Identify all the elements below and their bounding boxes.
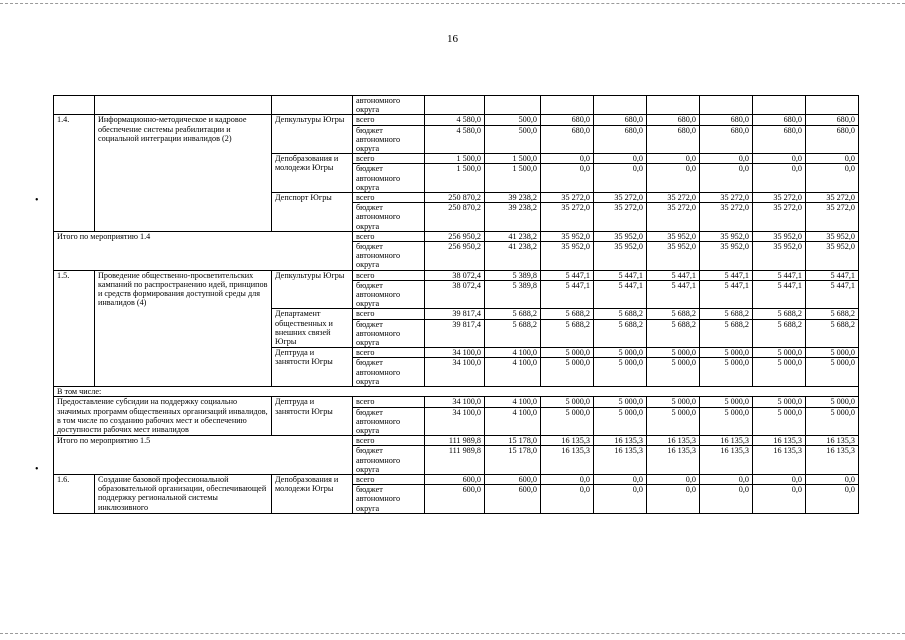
- amount-cell: 4 100,0: [485, 348, 541, 358]
- amount-cell: 0,0: [806, 474, 859, 484]
- executor-cell: Депкультуры Югры: [272, 270, 353, 309]
- total-label: Итого по мероприятию 1.4: [54, 231, 353, 270]
- amount-cell: 16 135,3: [700, 436, 753, 446]
- amount-cell: 16 135,3: [541, 446, 594, 475]
- table-row: [54, 397, 859, 407]
- amount-cell: 38 072,4: [425, 270, 485, 280]
- amount-cell: 680,0: [647, 125, 700, 154]
- amount-cell: 5 000,0: [594, 348, 647, 358]
- amount-cell: 5 447,1: [753, 270, 806, 280]
- amount-cell: 0,0: [647, 485, 700, 514]
- amount-cell: 0,0: [806, 154, 859, 164]
- amount-cell: 39 817,4: [425, 319, 485, 348]
- measure-title: Информационно-методическое и кадровое обеспечение системы реабилитации и социальной интеграции инвалидов (2): [95, 115, 272, 231]
- amount-cell: 35 952,0: [753, 231, 806, 241]
- amount-cell: 5 688,2: [700, 319, 753, 348]
- amount-cell: 0,0: [594, 485, 647, 514]
- amount-cell: 0,0: [753, 154, 806, 164]
- source-type-cell: бюджет автономного округа: [353, 242, 425, 271]
- amount-cell: 35 952,0: [700, 231, 753, 241]
- amount-cell: 35 272,0: [541, 193, 594, 203]
- amount-cell: 34 100,0: [425, 358, 485, 387]
- source-type-cell: бюджет автономного округа: [353, 125, 425, 154]
- amount-cell: 5 000,0: [700, 397, 753, 407]
- amount-cell: 35 272,0: [806, 203, 859, 232]
- source-type-cell: бюджет автономного округа: [353, 164, 425, 193]
- measure-code: 1.5.: [54, 270, 95, 386]
- amount-cell: 5 000,0: [753, 348, 806, 358]
- amount-cell: 16 135,3: [806, 436, 859, 446]
- amount-cell: 35 272,0: [806, 193, 859, 203]
- amount-cell: 35 272,0: [700, 203, 753, 232]
- subsection-label: В том числе:: [54, 387, 859, 397]
- amount-cell: 1 500,0: [485, 164, 541, 193]
- source-type-cell: бюджет автономного округа: [353, 485, 425, 514]
- amount-cell: 600,0: [425, 474, 485, 484]
- amount-cell: 5 000,0: [806, 348, 859, 358]
- amount-cell: 35 272,0: [541, 203, 594, 232]
- amount-cell: 680,0: [700, 115, 753, 125]
- amount-cell: 5 000,0: [700, 348, 753, 358]
- amount-cell: 1 500,0: [425, 154, 485, 164]
- amount-cell: 680,0: [753, 115, 806, 125]
- amount-cell: 35 272,0: [647, 193, 700, 203]
- amount-cell: 111 989,8: [425, 436, 485, 446]
- amount-cell: 5 000,0: [541, 358, 594, 387]
- amount-cell: 5 447,1: [541, 280, 594, 309]
- amount-cell: 38 072,4: [425, 280, 485, 309]
- amount-cell: 35 272,0: [594, 203, 647, 232]
- amount-cell: 16 135,3: [594, 436, 647, 446]
- amount-cell: 35 952,0: [753, 242, 806, 271]
- amount-cell: 0,0: [594, 154, 647, 164]
- funding-table: [53, 95, 859, 514]
- amount-cell: 500,0: [485, 125, 541, 154]
- amount-cell: 5 000,0: [647, 358, 700, 387]
- amount-cell: 5 447,1: [594, 270, 647, 280]
- amount-cell: 5 447,1: [753, 280, 806, 309]
- amount-cell: 5 000,0: [700, 358, 753, 387]
- amount-cell: 5 688,2: [647, 319, 700, 348]
- table-row: [54, 96, 859, 115]
- amount-cell: 16 135,3: [647, 436, 700, 446]
- amount-cell: 0,0: [541, 485, 594, 514]
- amount-cell: 39 238,2: [485, 203, 541, 232]
- table-row: [54, 115, 859, 125]
- amount-cell: 5 000,0: [753, 407, 806, 436]
- amount-cell: 16 135,3: [647, 446, 700, 475]
- amount-cell: 680,0: [541, 115, 594, 125]
- amount-cell: 5 000,0: [806, 407, 859, 436]
- amount-cell: 680,0: [594, 125, 647, 154]
- amount-cell: 0,0: [594, 474, 647, 484]
- amount-cell: 600,0: [425, 485, 485, 514]
- amount-cell: 0,0: [753, 164, 806, 193]
- measure-title: Проведение общественно-просветительских кампаний по распространению идей, принципов и средств формирования доступной среды для инвалидов (4): [95, 270, 272, 386]
- amount-cell: 35 952,0: [541, 242, 594, 271]
- amount-cell: 5 000,0: [541, 348, 594, 358]
- page-number: 16: [447, 33, 458, 45]
- amount-cell: 4 100,0: [485, 358, 541, 387]
- scan-edge-bottom: [0, 633, 905, 634]
- amount-cell: 680,0: [753, 125, 806, 154]
- amount-cell: 35 272,0: [700, 193, 753, 203]
- amount-cell: 41 238,2: [485, 231, 541, 241]
- source-type-cell: всего: [353, 231, 425, 241]
- amount-cell: 16 135,3: [753, 446, 806, 475]
- source-type-cell: всего: [353, 154, 425, 164]
- amount-cell: 5 447,1: [647, 270, 700, 280]
- amount-cell: 5 000,0: [753, 358, 806, 387]
- table-row: [54, 436, 859, 446]
- executor-cell: Депспорт Югры: [272, 193, 353, 232]
- amount-cell: 5 688,2: [806, 309, 859, 319]
- table-row: [54, 387, 859, 397]
- amount-cell: 5 389,8: [485, 270, 541, 280]
- source-type-cell: всего: [353, 270, 425, 280]
- measure-title: Создание базовой профессиональной образовательной организации, обеспечивающей поддержку региональной системы инклюзивного: [95, 474, 272, 513]
- amount-cell: 34 100,0: [425, 348, 485, 358]
- table-row: [54, 270, 859, 280]
- amount-cell: 5 000,0: [594, 397, 647, 407]
- subsidy-title: Предоставление субсидии на поддержку социально значимых программ общественных организаций инвалидов, в том числе по созданию рабочих мест и обеспечению доступности рабочих мест инвалидов: [54, 397, 272, 436]
- amount-cell: 0,0: [541, 154, 594, 164]
- amount-cell: 5 688,2: [485, 319, 541, 348]
- executor-cell: Дептруда и занятости Югры: [272, 397, 353, 436]
- measure-code: 1.4.: [54, 115, 95, 231]
- amount-cell: 34 100,0: [425, 407, 485, 436]
- executor-cell: Депкультуры Югры: [272, 115, 353, 154]
- amount-cell: 5 000,0: [647, 397, 700, 407]
- amount-cell: 16 135,3: [541, 436, 594, 446]
- amount-cell: 34 100,0: [425, 397, 485, 407]
- amount-cell: 41 238,2: [485, 242, 541, 271]
- amount-cell: 5 447,1: [700, 270, 753, 280]
- amount-cell: 5 688,2: [541, 319, 594, 348]
- amount-cell: 35 952,0: [806, 242, 859, 271]
- amount-cell: 5 447,1: [541, 270, 594, 280]
- table-row: [54, 474, 859, 484]
- executor-cell: Дептруда и занятости Югры: [272, 348, 353, 387]
- source-type-cell: бюджет автономного округа: [353, 280, 425, 309]
- amount-cell: 0,0: [700, 164, 753, 193]
- amount-cell: 4 580,0: [425, 115, 485, 125]
- amount-cell: 250 870,2: [425, 203, 485, 232]
- amount-cell: 600,0: [485, 474, 541, 484]
- amount-cell: 35 952,0: [594, 231, 647, 241]
- amount-cell: 111 989,8: [425, 446, 485, 475]
- amount-cell: 15 178,0: [485, 446, 541, 475]
- amount-cell: 35 952,0: [647, 231, 700, 241]
- source-type-cell: всего: [353, 397, 425, 407]
- amount-cell: 256 950,2: [425, 242, 485, 271]
- measure-code: 1.6.: [54, 474, 95, 513]
- amount-cell: 5 000,0: [753, 397, 806, 407]
- amount-cell: 5 000,0: [541, 397, 594, 407]
- amount-cell: 5 688,2: [541, 309, 594, 319]
- amount-cell: 0,0: [753, 485, 806, 514]
- amount-cell: 680,0: [541, 125, 594, 154]
- amount-cell: 680,0: [700, 125, 753, 154]
- amount-cell: 5 000,0: [594, 407, 647, 436]
- amount-cell: 15 178,0: [485, 436, 541, 446]
- amount-cell: 16 135,3: [700, 446, 753, 475]
- amount-cell: 1 500,0: [485, 154, 541, 164]
- executor-cell: Депобразования и молодежи Югры: [272, 474, 353, 513]
- amount-cell: 0,0: [541, 474, 594, 484]
- amount-cell: 5 688,2: [753, 319, 806, 348]
- amount-cell: 0,0: [700, 474, 753, 484]
- amount-cell: 35 952,0: [594, 242, 647, 271]
- amount-cell: 680,0: [806, 115, 859, 125]
- amount-cell: 1 500,0: [425, 164, 485, 193]
- amount-cell: 39 238,2: [485, 193, 541, 203]
- amount-cell: 5 688,2: [594, 309, 647, 319]
- amount-cell: 250 870,2: [425, 193, 485, 203]
- amount-cell: 5 000,0: [806, 397, 859, 407]
- amount-cell: 16 135,3: [753, 436, 806, 446]
- amount-cell: 5 000,0: [806, 358, 859, 387]
- amount-cell: 0,0: [700, 154, 753, 164]
- amount-cell: 5 000,0: [700, 407, 753, 436]
- amount-cell: 0,0: [647, 154, 700, 164]
- amount-cell: 680,0: [647, 115, 700, 125]
- amount-cell: 4 100,0: [485, 407, 541, 436]
- amount-cell: 5 688,2: [700, 309, 753, 319]
- amount-cell: 600,0: [485, 485, 541, 514]
- amount-cell: 35 272,0: [647, 203, 700, 232]
- amount-cell: 35 272,0: [594, 193, 647, 203]
- source-type-cell: всего: [353, 193, 425, 203]
- executor-cell: Департамент общественных и внешних связей Югры: [272, 309, 353, 348]
- source-type-cell: бюджет автономного округа: [353, 358, 425, 387]
- amount-cell: 5 447,1: [806, 270, 859, 280]
- source-type-cell: всего: [353, 115, 425, 125]
- amount-cell: 5 447,1: [700, 280, 753, 309]
- amount-cell: 256 950,2: [425, 231, 485, 241]
- amount-cell: 680,0: [594, 115, 647, 125]
- scan-speck: •: [35, 464, 39, 475]
- source-type-cell: автономного округа: [353, 96, 425, 115]
- amount-cell: 35 952,0: [700, 242, 753, 271]
- amount-cell: 5 688,2: [806, 319, 859, 348]
- amount-cell: 35 272,0: [753, 193, 806, 203]
- amount-cell: 0,0: [806, 164, 859, 193]
- amount-cell: 5 688,2: [753, 309, 806, 319]
- source-type-cell: всего: [353, 309, 425, 319]
- source-type-cell: всего: [353, 436, 425, 446]
- amount-cell: 39 817,4: [425, 309, 485, 319]
- amount-cell: 0,0: [806, 485, 859, 514]
- amount-cell: 16 135,3: [594, 446, 647, 475]
- executor-cell: Депобразования и молодежи Югры: [272, 154, 353, 193]
- amount-cell: 5 447,1: [806, 280, 859, 309]
- source-type-cell: бюджет автономного округа: [353, 319, 425, 348]
- amount-cell: 0,0: [753, 474, 806, 484]
- amount-cell: 16 135,3: [806, 446, 859, 475]
- scan-edge-top: [0, 3, 905, 4]
- source-type-cell: всего: [353, 348, 425, 358]
- amount-cell: 0,0: [647, 474, 700, 484]
- scan-speck: •: [35, 195, 39, 206]
- amount-cell: 500,0: [485, 115, 541, 125]
- amount-cell: 35 952,0: [541, 231, 594, 241]
- amount-cell: 5 688,2: [594, 319, 647, 348]
- amount-cell: 5 447,1: [594, 280, 647, 309]
- amount-cell: 5 447,1: [647, 280, 700, 309]
- total-label: Итого по мероприятию 1.5: [54, 436, 353, 475]
- amount-cell: 5 000,0: [647, 348, 700, 358]
- amount-cell: 5 000,0: [647, 407, 700, 436]
- amount-cell: 5 000,0: [594, 358, 647, 387]
- amount-cell: 5 389,8: [485, 280, 541, 309]
- amount-cell: 4 580,0: [425, 125, 485, 154]
- amount-cell: 35 952,0: [806, 231, 859, 241]
- amount-cell: 35 952,0: [647, 242, 700, 271]
- amount-cell: 35 272,0: [753, 203, 806, 232]
- source-type-cell: всего: [353, 474, 425, 484]
- amount-cell: 0,0: [647, 164, 700, 193]
- amount-cell: 680,0: [806, 125, 859, 154]
- source-type-cell: бюджет автономного округа: [353, 446, 425, 475]
- amount-cell: 0,0: [594, 164, 647, 193]
- amount-cell: 5 000,0: [541, 407, 594, 436]
- table-row: [54, 231, 859, 241]
- source-type-cell: бюджет автономного округа: [353, 203, 425, 232]
- amount-cell: 5 688,2: [647, 309, 700, 319]
- amount-cell: 0,0: [541, 164, 594, 193]
- amount-cell: 5 688,2: [485, 309, 541, 319]
- source-type-cell: бюджет автономного округа: [353, 407, 425, 436]
- amount-cell: 4 100,0: [485, 397, 541, 407]
- amount-cell: 0,0: [700, 485, 753, 514]
